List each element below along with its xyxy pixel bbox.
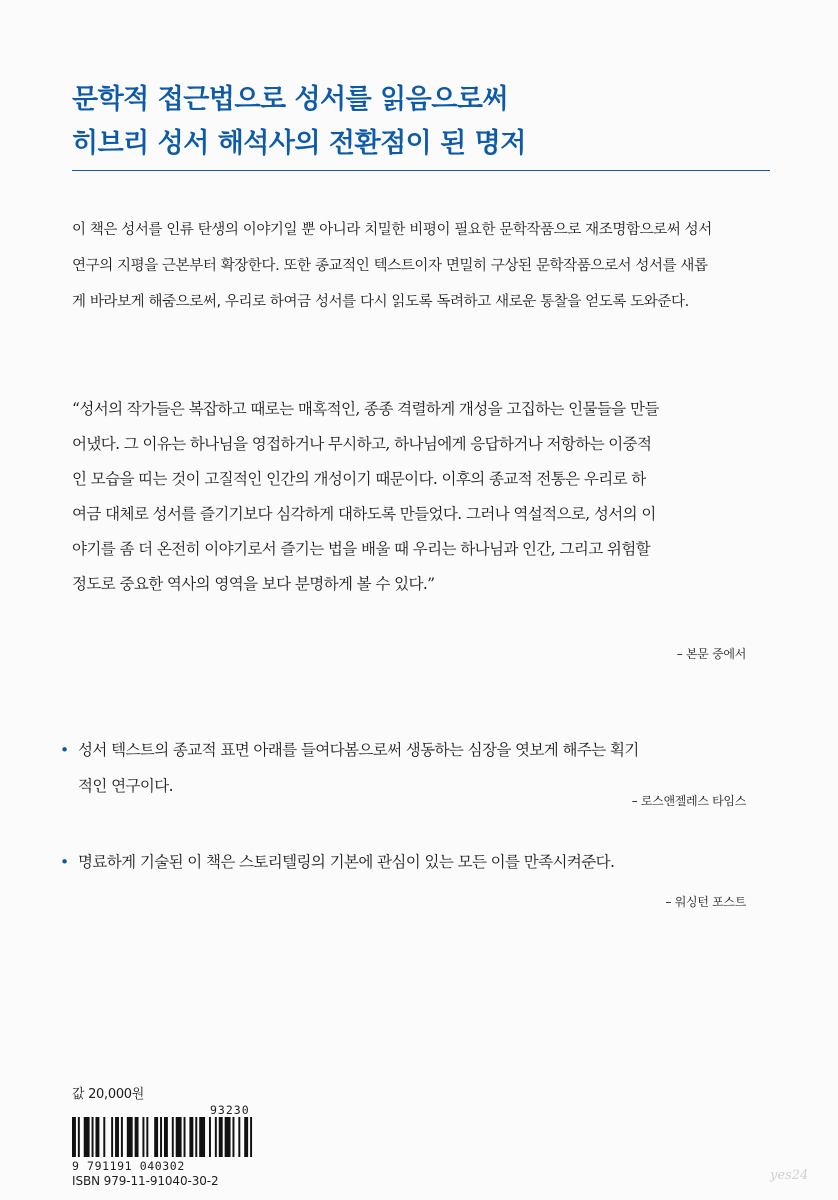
- watermark-logo: yes24: [770, 1168, 809, 1183]
- headline: [72, 78, 772, 166]
- divider: [72, 170, 770, 171]
- intro-line: 연구의 지평을 근본부터 확장한다. 또한 종교적인 텍스트이자 면밀히 구상된 문학작품으로서 성서를 새롭: [72, 258, 708, 274]
- intro-line: 이 책은 성서를 인류 탄생의 이야기일 뿐 아니라 치밀한 비평이 필요한 문학작품으로 재조명함으로써 성서: [72, 222, 712, 238]
- barcode-digits: 9 791191 040302: [72, 1159, 185, 1173]
- review-line: 적인 연구이다.: [78, 777, 173, 795]
- isbn-label: ISBN 979-11-91040-30-2: [72, 1174, 219, 1188]
- barcode-icon: [72, 1117, 254, 1157]
- intro-line: 게 바라보게 해줌으로써, 우리로 하여금 성서를 다시 읽도록 독려하고 새로운 통찰을 얻도록 도와준다.: [72, 294, 689, 310]
- bullet-icon: •: [60, 741, 69, 759]
- bullet-icon: •: [60, 853, 69, 871]
- quote-line: 여금 대체로 성서를 즐기기보다 심각하게 대하도록 만들었다. 그러나 역설적으로, 성서의 이: [72, 505, 656, 523]
- excerpt-quote: [72, 392, 772, 602]
- quote-source: – 본문 중에서: [676, 647, 746, 661]
- quote-line: 정도로 중요한 역사의 영역을 보다 분명하게 볼 수 있다.”: [72, 575, 435, 593]
- review-2: [60, 844, 780, 880]
- quote-line: “성서의 작가들은 복잡하고 때로는 매혹적인, 종종 격렬하게 개성을 고집하는 인물들을 만들: [72, 400, 659, 418]
- quote-line: 어냈다. 그 이유는 하나님을 영접하거나 무시하고, 하나님에게 응답하거나 저항하는 이중적: [72, 435, 652, 453]
- barcode-addon-number: 93230: [210, 1103, 250, 1117]
- quote-line: 인 모습을 띠는 것이 고질적인 인간의 개성이기 때문이다. 이후의 종교적 전통은 우리로 하: [72, 470, 646, 488]
- review-2-source: – 워싱턴 포스트: [665, 895, 746, 909]
- review-line: 명료하게 기술된 이 책은 스토리텔링의 기본에 관심이 있는 모든 이를 만족시켜준다.: [78, 853, 615, 871]
- intro-paragraph: [72, 212, 772, 320]
- headline-line: 문학적 접근법으로 성서를 읽음으로써: [72, 84, 509, 115]
- price-label: 값 20,000원: [72, 1087, 145, 1102]
- quote-line: 야기를 좀 더 온전히 이야기로서 즐기는 법을 배울 때 우리는 하나님과 인간, 그리고 위험할: [72, 540, 651, 558]
- review-line: 성서 텍스트의 종교적 표면 아래를 들여다봄으로써 생동하는 심장을 엿보게 해주는 획기: [78, 741, 639, 759]
- headline-line: 히브리 성서 해석사의 전환점이 된 명저: [72, 128, 526, 159]
- review-1-source: – 로스앤젤레스 타임스: [631, 794, 746, 808]
